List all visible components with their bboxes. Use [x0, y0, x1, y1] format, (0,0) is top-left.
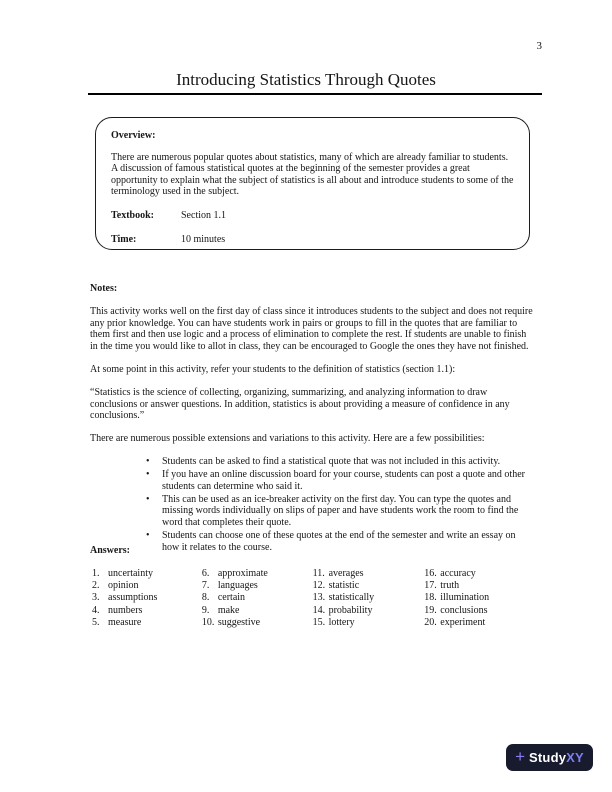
answer-word: languages — [217, 580, 258, 591]
answer-word: approximate — [217, 567, 268, 579]
answer-word: conclusions — [440, 604, 488, 616]
answer-item — [92, 580, 202, 592]
bullet-item: • Students can choose one of these quotes at the end of the semester and write an essay on how it relates to the course. — [90, 530, 535, 553]
answers-column — [424, 568, 535, 630]
statistics-definition-quote: “Statistics is the science of collecting, organizing, summarizing, and analyzing information to draw conclusions or answer questions. In addition, statistics is about providing a measure of confidence in any conclusions.” — [90, 387, 510, 422]
answer-item — [313, 580, 425, 592]
answer-number: 13. — [312, 592, 326, 604]
answer-item — [202, 592, 313, 604]
notes-paragraph-3: There are numerous possible extensions and variations to this activity. Here are a few possibilities: — [90, 433, 485, 445]
overview-box — [95, 117, 530, 250]
answer-number: 5. — [92, 617, 100, 629]
answer-number: 2. — [92, 580, 100, 591]
answer-word: experiment — [440, 617, 486, 629]
answer-item — [424, 605, 535, 617]
answer-word: statistic — [328, 580, 360, 591]
answer-number: 4. — [92, 604, 100, 616]
answer-number: 9. — [201, 604, 210, 616]
answer-word: truth — [440, 580, 460, 591]
answer-item — [92, 617, 202, 629]
answer-number: 6. — [201, 567, 210, 579]
answer-item — [202, 605, 313, 617]
answer-word: accuracy — [440, 567, 476, 579]
brand-name-accent: XY — [566, 750, 584, 765]
answer-item — [313, 568, 425, 580]
answer-number: 18. — [424, 592, 437, 604]
answer-word: assumptions — [108, 592, 158, 604]
brand-name — [529, 750, 584, 765]
answer-number: 20. — [424, 617, 437, 629]
answer-item — [202, 617, 313, 629]
bullet-list — [90, 456, 535, 553]
time-row — [111, 234, 514, 246]
answer-item — [313, 617, 425, 629]
time-value: 10 minutes — [181, 233, 226, 245]
answer-word: averages — [328, 567, 364, 579]
answers-section — [90, 545, 535, 630]
bullet-item: • This can be used as an ice-breaker activity on the first day. You can type the quotes and missing words individually on slips of paper and have students work the room to find the word that completes their quote. — [90, 494, 535, 529]
answer-item — [92, 605, 202, 617]
answer-word: suggestive — [217, 617, 261, 629]
overview-heading: Overview: — [111, 130, 156, 141]
textbook-row — [111, 210, 514, 222]
answers-column — [90, 568, 202, 630]
answer-word: uncertainty — [108, 567, 153, 579]
studyxy-logo — [506, 744, 593, 771]
answer-word: numbers — [108, 604, 143, 616]
answer-word: certain — [217, 592, 246, 604]
answer-number: 11. — [312, 567, 325, 579]
time-label: Time: — [111, 233, 137, 245]
answer-number: 17. — [424, 580, 437, 591]
notes-paragraph-1: This activity works well on the first day of class since it introduces students to the subject and does not require any prior knowledge. You can have students work in pairs or groups to fill in the quotes that are familiar to them first and then use logic and a process of elimination to complete the rest. If students are unable to finish in the time you would like to allot in class, they can be encouraged to Google the ones they have not finished. — [90, 306, 533, 352]
overview-body: There are numerous popular quotes about statistics, many of which are already familiar to students. A discussion of famous statistical quotes at the beginning of the semester provides a great opportunity to explain what the subject of statistics is all about and introduce students to some of the terminology used in the subject. — [111, 151, 514, 198]
answer-item — [92, 568, 202, 580]
title-underline — [88, 93, 542, 95]
answer-word: statistically — [328, 592, 375, 604]
answer-item — [424, 617, 535, 629]
answer-number: 8. — [201, 592, 210, 604]
bullet-item: • Students can be asked to find a statistical quote that was not included in this activity. — [90, 456, 535, 468]
bullet-item: • If you have an online discussion board for your course, students can post a quote and other students can determine who said it. — [90, 469, 535, 492]
answer-item — [424, 568, 535, 580]
answer-number: 1. — [92, 567, 100, 579]
answer-item — [92, 592, 202, 604]
notes-paragraph-2: At some point in this activity, refer your students to the definition of statistics (section 1.1): — [90, 363, 456, 375]
answer-item — [202, 568, 313, 580]
answer-word: make — [217, 604, 240, 616]
answer-item — [313, 592, 425, 604]
answers-column — [202, 568, 313, 630]
answer-number: 19. — [424, 604, 437, 616]
answer-item — [313, 605, 425, 617]
answer-number: 7. — [201, 580, 210, 591]
answer-number: 10. — [201, 617, 215, 629]
answer-number: 3. — [92, 592, 100, 604]
answer-number: 15. — [312, 617, 326, 629]
notes-heading: Notes: — [90, 283, 118, 294]
answer-number: 12. — [312, 580, 326, 591]
answer-word: illumination — [440, 592, 490, 604]
answer-number: 14. — [312, 604, 326, 616]
answers-heading: Answers: — [90, 545, 130, 556]
answer-item — [202, 580, 313, 592]
answer-word: lottery — [328, 617, 355, 629]
answer-item — [424, 580, 535, 592]
answer-word: probability — [328, 604, 373, 616]
notes-section — [90, 283, 535, 553]
page-title: Introducing Statistics Through Quotes — [176, 70, 436, 89]
plus-icon: + — [515, 747, 526, 766]
answer-word: measure — [108, 617, 142, 629]
answers-grid — [90, 568, 535, 630]
answer-word: opinion — [108, 580, 139, 591]
textbook-value: Section 1.1 — [181, 209, 226, 221]
brand-name-primary: Study — [529, 750, 567, 765]
answer-number: 16. — [424, 567, 437, 579]
answer-item — [424, 592, 535, 604]
textbook-label: Textbook: — [111, 209, 154, 221]
answers-column — [313, 568, 425, 630]
page-number: 3 — [536, 40, 542, 52]
